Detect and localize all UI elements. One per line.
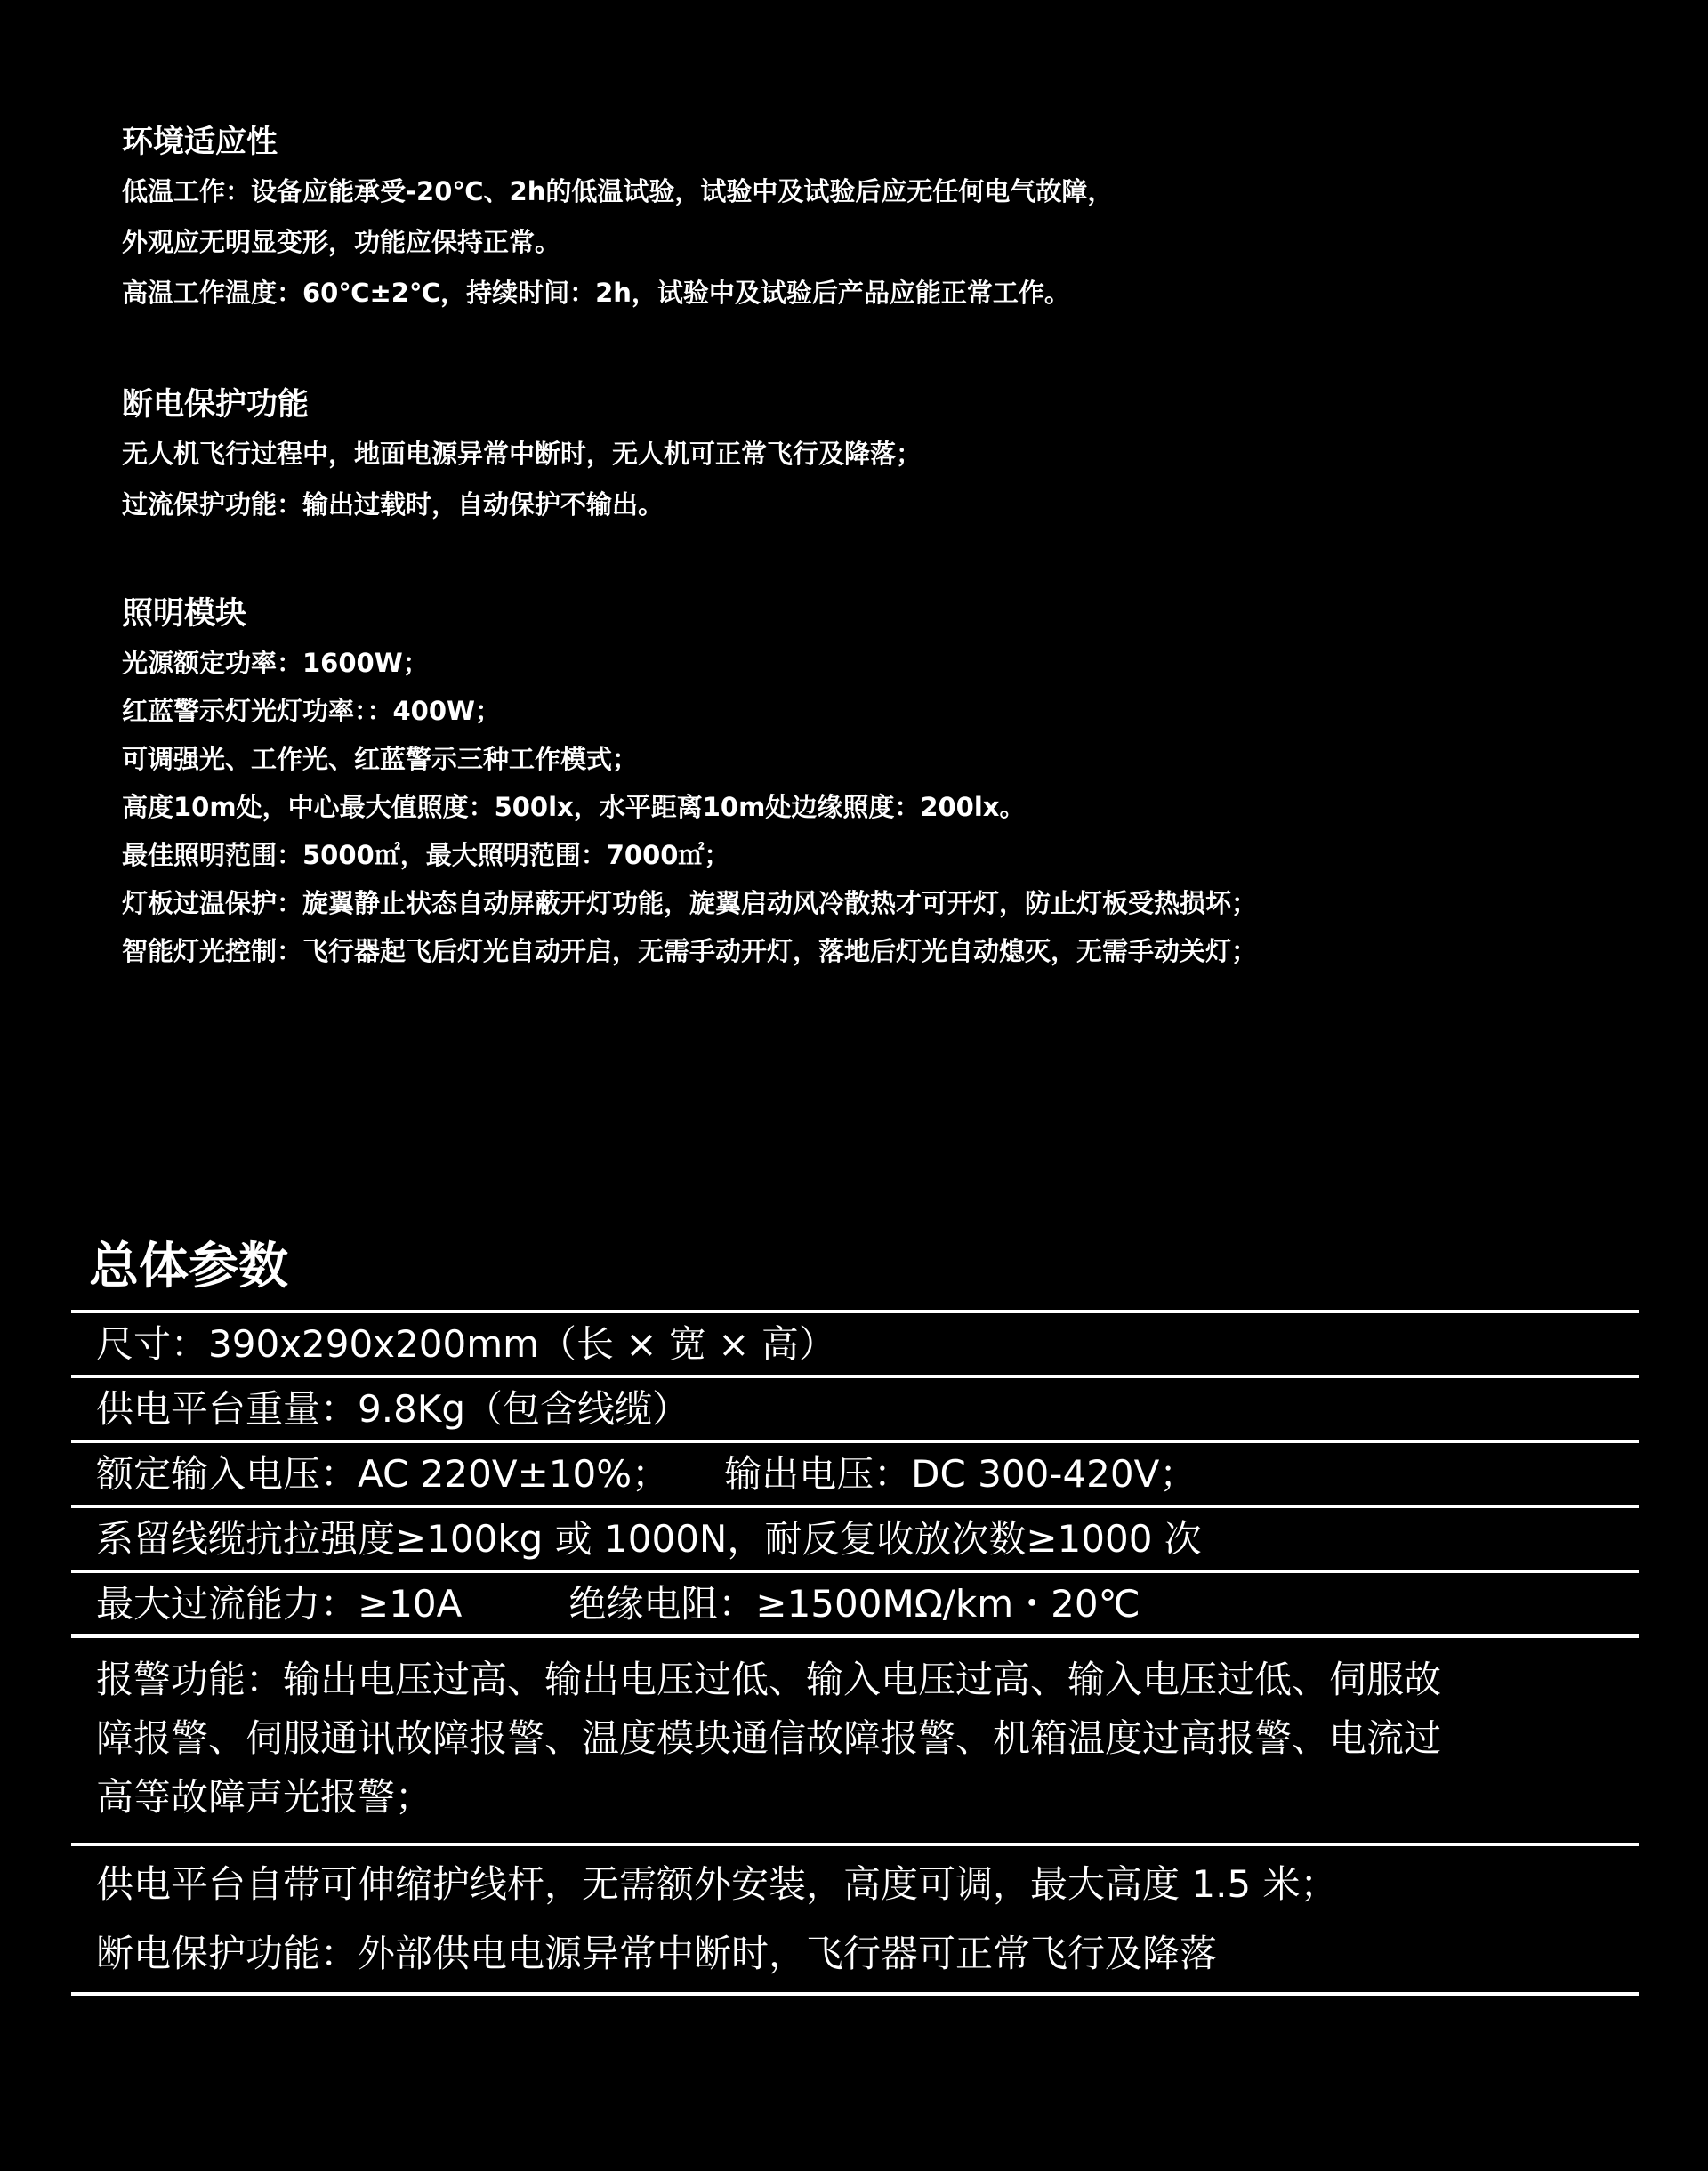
light-line-5: 最佳照明范围：5000㎡，最大照明范围：7000㎡； bbox=[122, 840, 730, 870]
power-line-1: 无人机飞行过程中，地面电源异常中断时，无人机可正常飞行及降落； bbox=[122, 439, 922, 469]
light-line-7: 智能灯光控制：飞行器起飞后灯光自动开启，无需手动开灯，落地后灯光自动熄灭，无需手动关灯； bbox=[122, 936, 1258, 966]
param-weight: 供电平台重量：9.8Kg（包含线缆） bbox=[96, 1386, 689, 1431]
section-title-lighting: 照明模块 bbox=[122, 596, 247, 632]
param-row-weight bbox=[71, 1378, 1639, 1443]
section-title-power-protection: 断电保护功能 bbox=[122, 387, 310, 423]
light-line-3: 可调强光、工作光、红蓝警示三种工作模式； bbox=[122, 744, 639, 774]
env-line-2: 外观应无明显变形，功能应保持正常。 bbox=[122, 227, 561, 257]
param-alarm-line-1: 报警功能：输出电压过高、输出电压过低、输入电压过高、输入电压过低、伺服故 bbox=[96, 1658, 1442, 1701]
section-title-environment: 环境适应性 bbox=[122, 125, 278, 160]
param-insulation: 绝缘电阻：≥1500MΩ/km・20℃ bbox=[568, 1581, 1140, 1626]
env-line-3: 高温工作温度：60℃±2℃，持续时间：2h，试验中及试验后产品应能正常工作。 bbox=[122, 278, 1070, 308]
param-row-alarm bbox=[71, 1638, 1639, 1846]
param-alarm-line-3: 高等故障声光报警； bbox=[96, 1775, 433, 1819]
params-table bbox=[71, 1310, 1639, 1996]
param-row-cable bbox=[71, 1508, 1639, 1573]
env-line-1: 低温工作：设备应能承受-20℃、2h的低温试验，试验中及试验后应无任何电气故障， bbox=[122, 176, 1114, 206]
param-size: 尺寸：390x290x200mm（长 × 宽 × 高） bbox=[96, 1321, 836, 1366]
param-power-off: 断电保护功能：外部供电电源异常中断时，飞行器可正常飞行及降落 bbox=[96, 1932, 1218, 1975]
param-cable: 系留线缆抗拉强度≥100kg 或 1000N，耐反复收放次数≥1000 次 bbox=[96, 1516, 1202, 1561]
section-lighting-module bbox=[122, 596, 1634, 984]
params-title: 总体参数 bbox=[89, 1238, 288, 1295]
param-row-voltage bbox=[71, 1443, 1639, 1508]
param-output-voltage: 输出电压：DC 300-420V； bbox=[724, 1451, 1197, 1496]
param-alarm-line-2: 障报警、伺服通讯故障报警、温度模块通信故障报警、机箱温度过高报警、电流过 bbox=[96, 1716, 1442, 1760]
section-power-protection bbox=[122, 387, 1634, 540]
param-input-voltage: 额定输入电压：AC 220V±10%； bbox=[96, 1451, 670, 1496]
light-line-2: 红蓝警示灯光灯功率：：400W； bbox=[122, 696, 502, 726]
section-environment bbox=[122, 125, 1634, 328]
light-line-6: 灯板过温保护：旋翼静止状态自动屏蔽开灯功能，旋翼启动风冷散热才可开灯，防止灯板受热损坏； bbox=[122, 888, 1258, 918]
light-line-4: 高度10m处，中心最大值照度：500lx，水平距离10m处边缘照度：200lx。 bbox=[122, 792, 1026, 822]
param-row-overcurrent bbox=[71, 1573, 1639, 1638]
param-mast: 供电平台自带可伸缩护线杆，无需额外安装，高度可调，最大高度 1.5 米； bbox=[96, 1862, 1338, 1906]
power-line-2: 过流保护功能：输出过载时，自动保护不输出。 bbox=[122, 489, 665, 520]
param-overcurrent: 最大过流能力：≥10A bbox=[96, 1581, 463, 1626]
param-row-mast-power bbox=[71, 1846, 1639, 1996]
light-line-1: 光源额定功率：1600W； bbox=[122, 648, 429, 678]
param-row-size bbox=[71, 1313, 1639, 1378]
